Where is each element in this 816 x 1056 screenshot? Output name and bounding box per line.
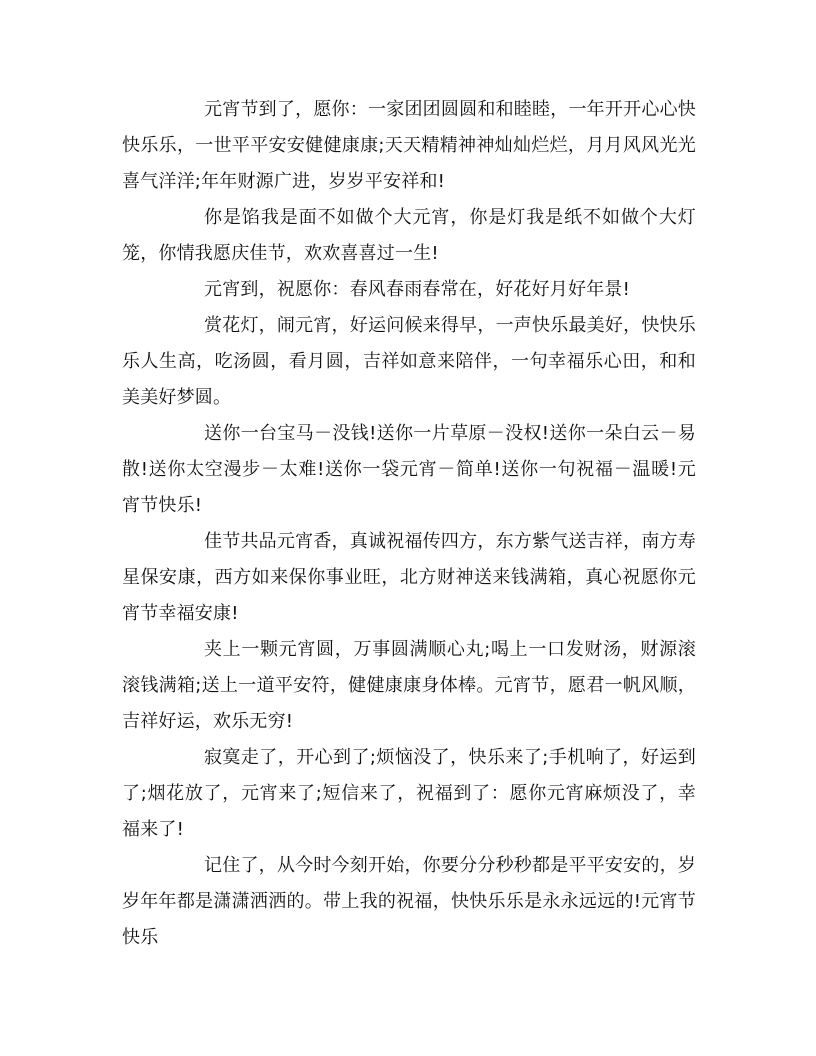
paragraph: 送你一台宝马－没钱!送你一片草原－没权!送你一朵白云－易散!送你太空漫步－太难!送你一袋元宵－简单!送你一句祝福－温暖!元宵节快乐!: [122, 423, 696, 516]
paragraph: 佳节共品元宵香，真诚祝福传四方，东方紫气送吉祥，南方寿星保安康，西方如来保你事业旺，北方财神送来钱满箱，真心祝愿你元宵节幸福安康!: [122, 531, 696, 624]
paragraph: 元宵到，祝愿你：春风春雨春常在，好花好月好年景!: [204, 279, 631, 300]
paragraph: 寂寞走了，开心到了;烦恼没了，快乐来了;手机响了，好运到了;烟花放了，元宵来了;短信来了，祝福到了：愿你元宵麻烦没了，幸福来了!: [122, 747, 696, 840]
document-body: [122, 92, 696, 956]
paragraph: 赏花灯，闹元宵，好运问候来得早，一声快乐最美好，快快乐乐人生高，吃汤圆，看月圆，吉祥如意来陪伴，一句幸福乐心田，和和美美好梦圆。: [122, 315, 696, 408]
paragraph: 元宵节到了，愿你：一家团团圆圆和和睦睦，一年开开心心快快乐乐，一世平平安安健健康康;天天精精神神灿灿烂烂，月月风风光光喜气洋洋;年年财源广进，岁岁平安祥和!: [122, 99, 696, 192]
paragraph: 夹上一颗元宵圆，万事圆满顺心丸;喝上一口发财汤，财源滚滚钱满箱;送上一道平安符，健健康康身体棒。元宵节，愿君一帆风顺，吉祥好运，欢乐无穷!: [122, 639, 696, 732]
paragraph: 你是馅我是面不如做个大元宵，你是灯我是纸不如做个大灯笼，你情我愿庆佳节，欢欢喜喜过一生!: [122, 207, 696, 264]
paragraph: 记住了，从今时今刻开始，你要分分秒秒都是平平安安的，岁岁年年都是潇潇洒洒的。带上我的祝福，快快乐乐是永永远远的!元宵节快乐: [122, 855, 696, 948]
